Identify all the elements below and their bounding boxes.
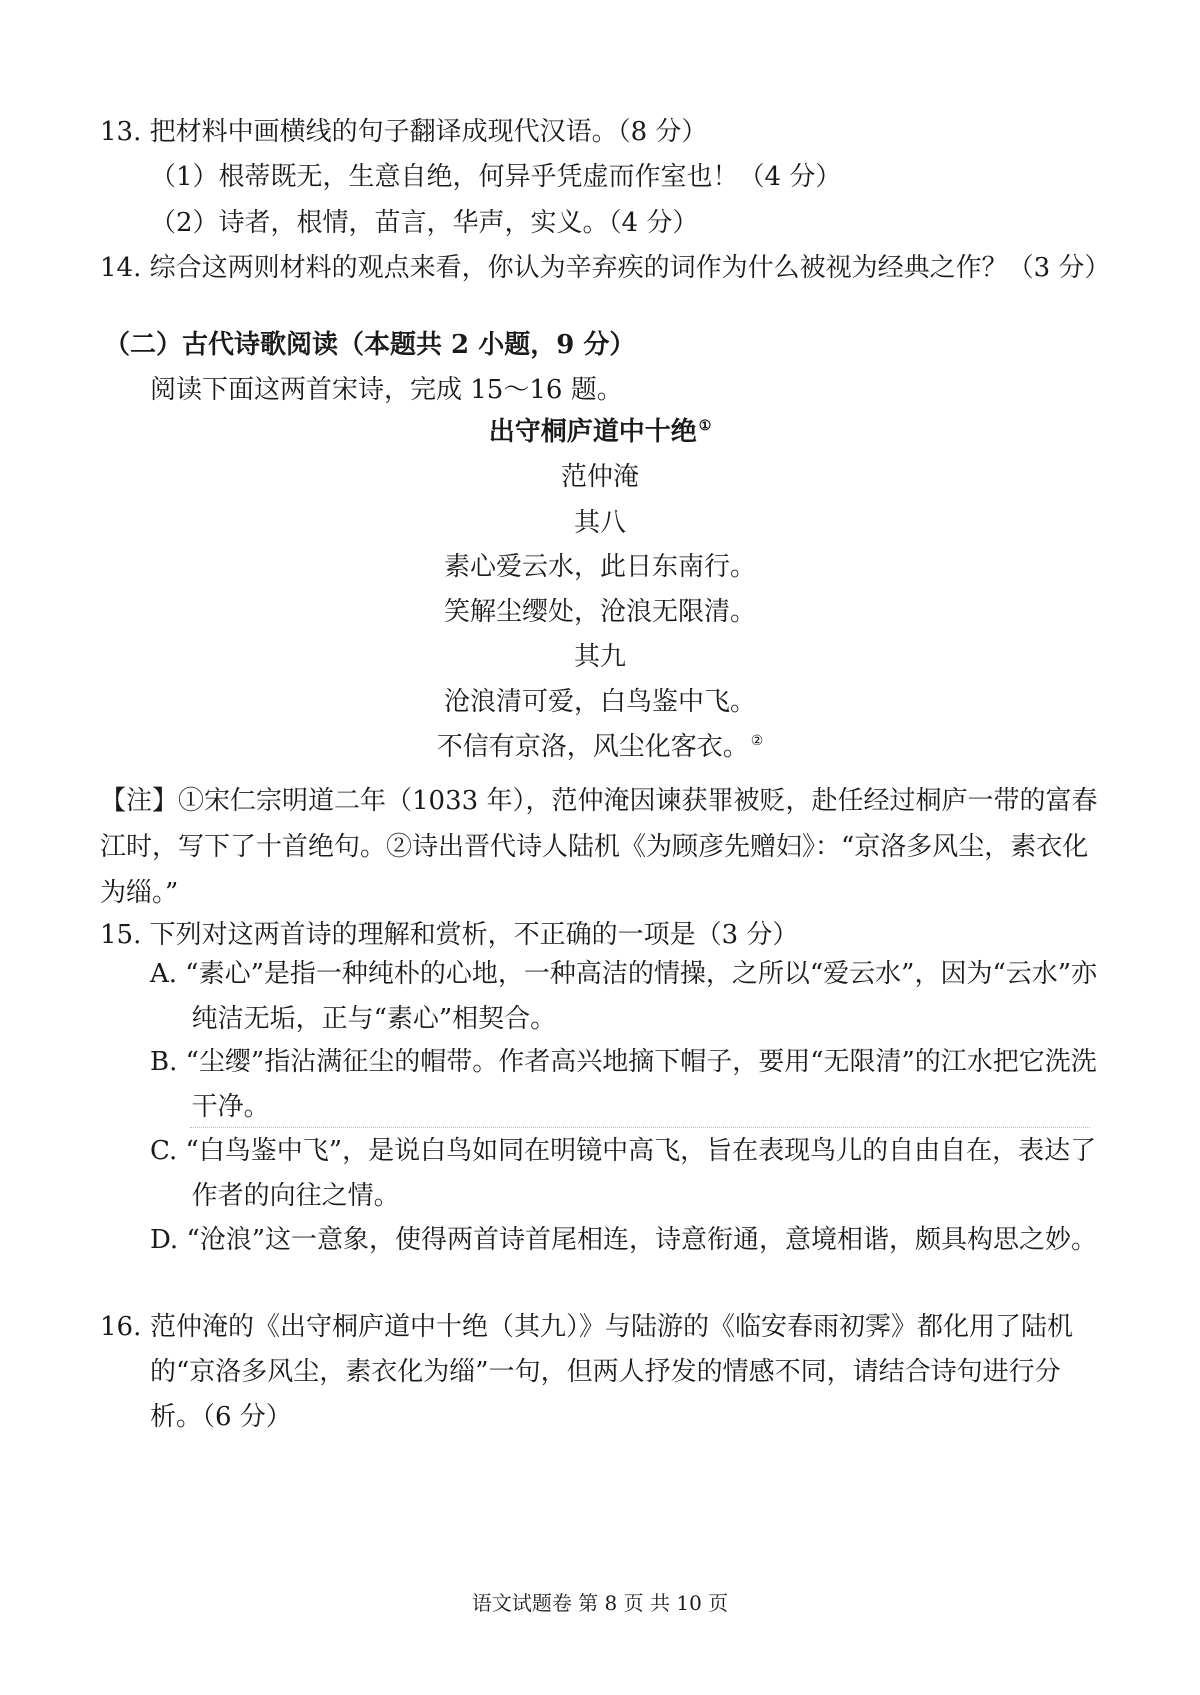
question-15-stem: 15. 下列对这两首诗的理解和赏析，不正确的一项是（3 分） bbox=[100, 920, 799, 950]
poem-part-8-line-2: 笑解尘缨处，沧浪无限清。 bbox=[443, 597, 756, 627]
dotted-divider bbox=[190, 1127, 1090, 1128]
note-label: 【注】 bbox=[100, 786, 179, 816]
question-13-sub-1: （1）根蒂既无，生意自绝，何异乎凭虚而作室也！（4 分） bbox=[150, 162, 842, 192]
question-15-option-c bbox=[150, 1129, 1100, 1219]
poem-part-8-label: 其八 bbox=[573, 508, 626, 538]
poem-part-9-label: 其九 bbox=[573, 642, 626, 672]
question-13-stem: 13. 把材料中画横线的句子翻译成现代汉语。（8 分） bbox=[100, 117, 708, 147]
poem-part-8-line-1: 素心爱云水，此日东南行。 bbox=[443, 552, 756, 582]
poem-part-9-line-2 bbox=[0, 727, 1200, 767]
note-text: ①宋仁宗明道二年（1033 年），范仲淹因谏获罪被贬，赴任经过桐庐一带的富春江时，写下了十首绝句。②诗出晋代诗人陆机《为顾彦先赠妇》：“京洛多风尘，素衣化为缁。” bbox=[100, 786, 1098, 908]
footnote-marker-1: ① bbox=[698, 418, 712, 435]
footnote-marker-2: ② bbox=[750, 733, 764, 750]
poem-part-9-line-1: 沧浪清可爱，白鸟鉴中飞。 bbox=[443, 687, 756, 717]
section-intro: 阅读下面这两首宋诗，完成 15～16 题。 bbox=[150, 375, 623, 405]
question-15-option-a bbox=[150, 952, 1100, 1042]
page-footer: 语文试题卷 第 8 页 共 10 页 bbox=[471, 1591, 729, 1615]
poem-part-9-line-2-text: 不信有京洛，风尘化客衣。 bbox=[436, 732, 749, 762]
option-b-text: B. “尘缨”指沾满征尘的帽带。作者高兴地摘下帽子，要用“无限清”的江水把它洗洗干净。 bbox=[150, 1047, 1097, 1122]
question-16-text: 范仲淹的《出守桐庐道中十绝（其九）》与陆游的《临安春雨初霁》都化用了陆机的“京洛多风尘，素衣化为缁”一句，但两人抒发的情感不同，请结合诗句进行分析。（6 分） bbox=[150, 1312, 1074, 1432]
question-16 bbox=[100, 1305, 1110, 1440]
option-d-text: D. “沧浪”这一意象，使得两首诗首尾相连，诗意衔通，意境相谐，颇具构思之妙。 bbox=[150, 1225, 1098, 1255]
question-13-sub-2: （2）诗者，根情，苗言，华声，实义。（4 分） bbox=[150, 208, 699, 238]
poem-notes bbox=[100, 778, 1100, 916]
poem-author: 范仲淹 bbox=[560, 462, 639, 492]
question-15-option-d bbox=[150, 1218, 1100, 1263]
question-16-number: 16. bbox=[100, 1312, 142, 1342]
option-c-text: C. “白鸟鉴中飞”，是说白鸟如同在明镜中高飞，旨在表现鸟儿的自由自在，表达了作者的向往之情。 bbox=[150, 1136, 1097, 1211]
question-14-stem: 14. 综合这两则材料的观点来看，你认为辛弃疾的词作为什么被视为经典之作？（3 分） bbox=[100, 253, 1111, 283]
poem-title-text: 出守桐庐道中十绝 bbox=[488, 417, 697, 447]
question-15-option-b bbox=[150, 1040, 1100, 1130]
option-a-text: A. “素心”是指一种纯朴的心地，一种高洁的情操，之所以“爱云水”，因为“云水”亦纯洁无垢，正与“素心”相契合。 bbox=[150, 959, 1098, 1034]
poem-title bbox=[0, 412, 1200, 452]
section-heading: （二）古代诗歌阅读（本题共 2 小题，9 分） bbox=[104, 330, 636, 360]
